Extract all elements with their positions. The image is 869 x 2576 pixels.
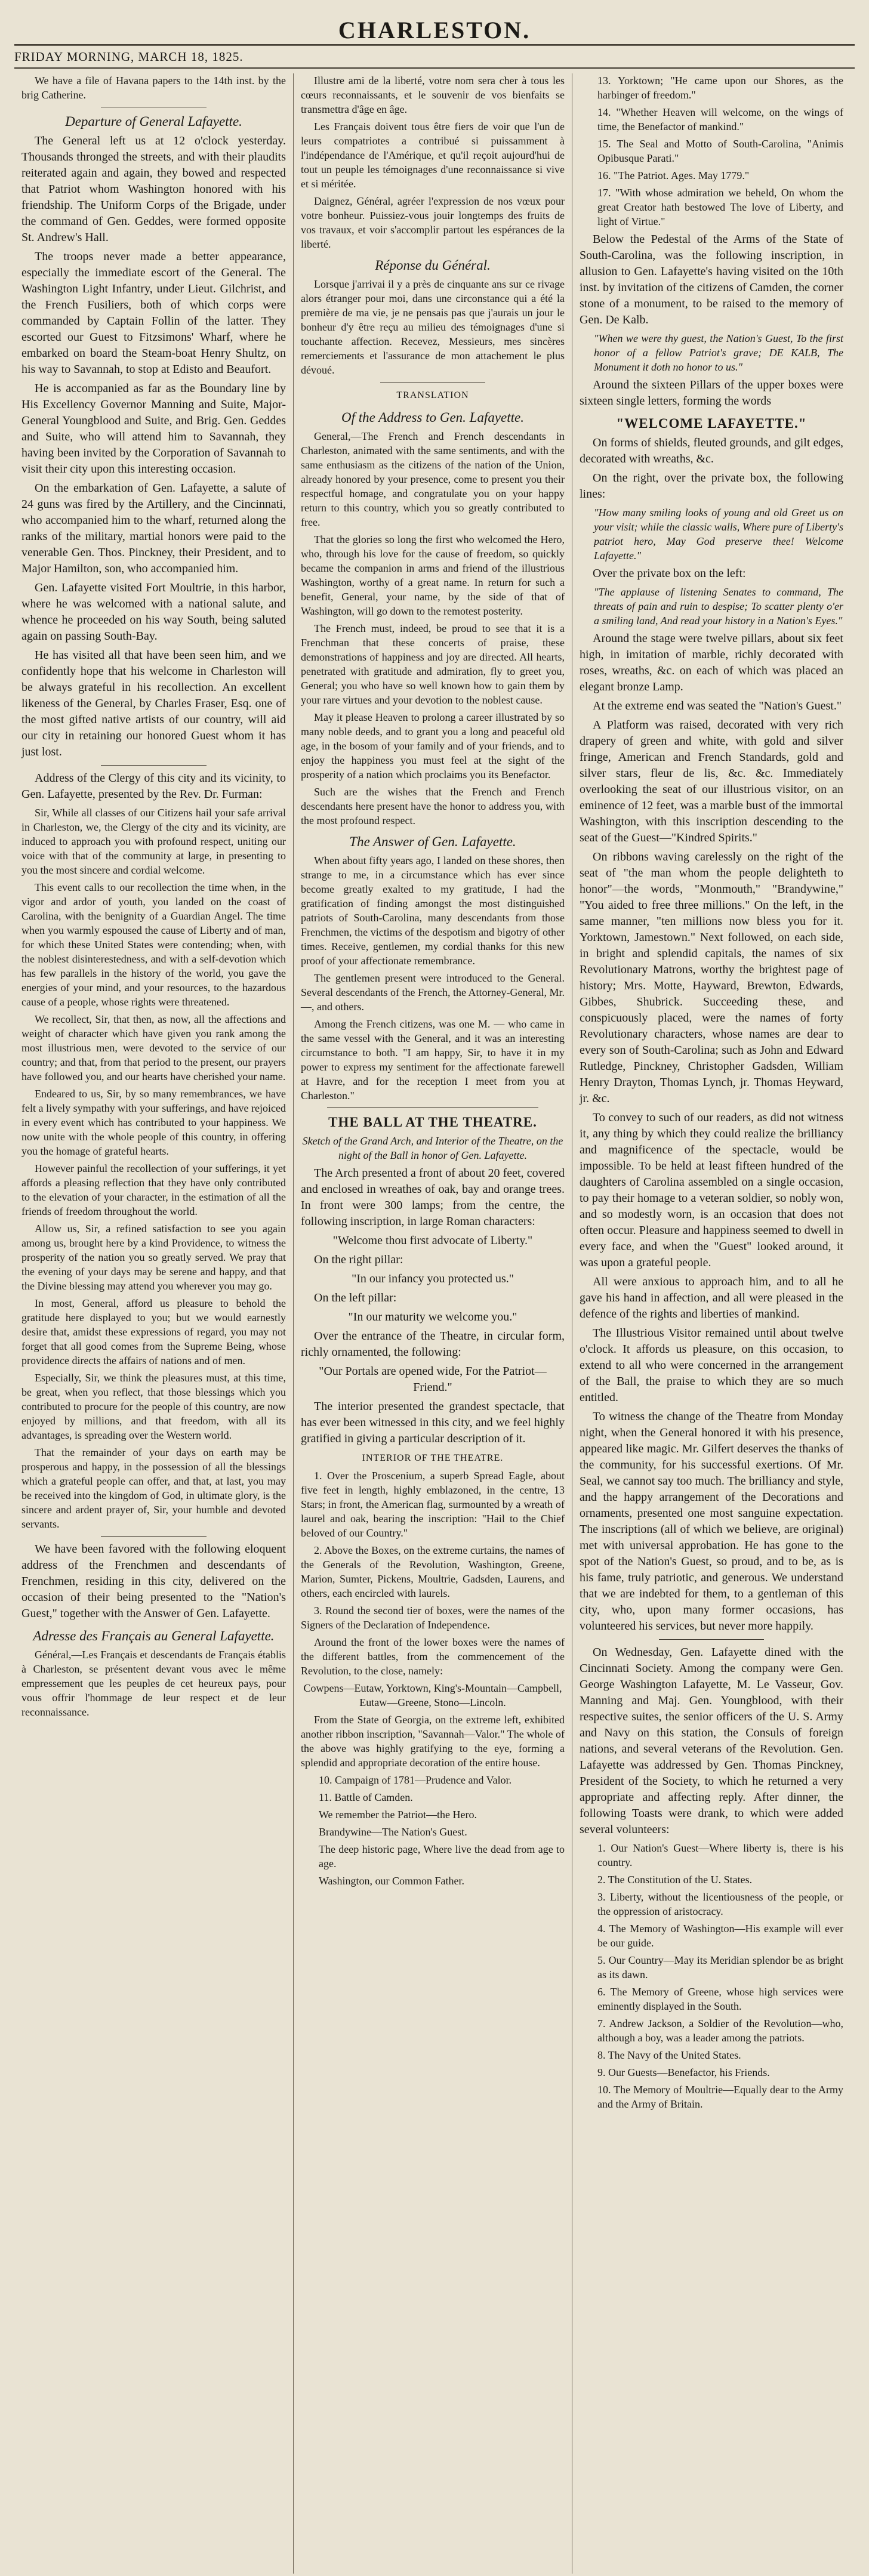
interior-paragraph: 2. Above the Boxes, on the extreme curtains, the names of the Generals of the Revolution, Washington, Greene, Marion, Sumter, Pickens, Moultrie, Gadsden, Laurens, and others, each encircled with laurels. — [301, 1544, 565, 1599]
french-paragraph: Illustre ami de la liberté, votre nom sera cher à tous les cœurs reconnaissants, et le souvenir de vos bienfaits se transmettra d'âge en âge. — [301, 75, 565, 115]
toast-item: 2. The Constitution of the U. States. — [597, 1874, 753, 1886]
decor-paragraph: On ribbons waving carelessly on the right of the seat of "the man whom the people delighteth to honor"—the words, "Monmouth," "Brandywine," "You aided to free three millions." On the left, in the same manner, "ten millions now bless you for it. Yorktown, Jamestown." Next followed, on each side, in bright and splendid capitals, the names of six Revolutionary Matrons, worthy the brightest page of history; Mrs. Motte, Hayward, Brewton, Edwards, Gibbes, Shubrick. Succeeding these, and conspicuously placed, were the names of forty Revolutionary characters, whose names are dear to every son of South-Carolina; such as John and Edward Rutledge, Pinckney, Christopher Gadsden, William Henry Drayton, Thomas Lynch, jr. Thomas Heyward, jr. &c. — [580, 850, 843, 1105]
french-intro: We have been favored with the following eloquent address of the Frenchmen and descendants of Frenchmen, residing in this city, delivered on the occasion of their being presented to the "Nation's Guest," together with the Answer of Gen. Lafayette. — [21, 1542, 286, 1620]
column-2 — [293, 73, 572, 2574]
reponse-heading: Réponse du Général. — [375, 258, 491, 273]
list-item: We remember the Patriot—the Hero. — [319, 1809, 477, 1821]
ball-inscription: "In our maturity we welcome you." — [348, 1310, 517, 1324]
clergy-paragraph: We recollect, Sir, that then, as now, all the affections and weight of character which have given you rank among the most illustrious men, were devoted to the service of our country; and that, from that period to the present, our prayers have followed you, and our hearts have cherished your name. — [21, 1013, 286, 1082]
masthead — [14, 11, 855, 46]
ball-item-list — [580, 73, 843, 229]
cincinnati-paragraph: On Wednesday, Gen. Lafayette dined with the Cincinnati Society. Among the company were Gen. George Washington Lafayette, M. Le Vasseur, Gov. Manning and Maj. Gen. Youngblood, with their respective suites, the senior officers of the U. S. Army and Navy on this station, the Consuls of foreign nations, and several veterans of the Revolution. Gen. Lafayette was addressed by Gen. Thomas Pinckney, President of the Society, to which he returned a very appropriate and affecting reply. After dinner, the following Toasts were drank, to which were added several volunteers: — [580, 1646, 843, 1836]
departure-paragraph: He has visited all that have been seen him, and we confidently hope that his welcome in Charleston will be always grateful in his recollection. An excellent likeness of the General, by Charles Fraser, Esq. one of the most gifted native artists of our country, will aid our city in retaining our honored Guest whom it has just lost. — [21, 649, 286, 758]
list-item: 17. "With whose admiration we beheld, On whom the great Creator hath bestowed The love of Liberty, and light of Virtue." — [597, 187, 843, 227]
divider — [659, 1639, 765, 1640]
column-3 — [572, 73, 850, 2574]
translation-paragraph: The French must, indeed, be proud to see that it is a Frenchman that these concerts of praise, these demonstrations of happiness and joy are directed. All hearts, penetrated with gratitude and admiration, fly to greet you, General; you who have so well known how to gain them by your rare virtues and your devotion to the noblest cause. — [301, 622, 565, 706]
translation-paragraph: May it please Heaven to prolong a career illustrated by so many noble deeds, and to grant you a long and peaceful old age, in the bosom of your family and of your friends, and to enjoy the happiness you must feel at the sight of the prosperity of a nation which proclaims you its Benefactor. — [301, 711, 565, 780]
toast-item: 4. The Memory of Washington—His example will ever be our guide. — [597, 1923, 843, 1949]
translation-paragraph: General,—The French and French descendants in Charleston, animated with the same sentiments, and with the same enthusiasm as the citizens of the nation of the Union, already honored by your presence, come to present you their respectful homage, and congratulate you on your happy return to this country, which you so greatly contributed to free. — [301, 430, 565, 528]
welcome-heading: "WELCOME LAFAYETTE." — [616, 416, 807, 431]
list-item: 14. "Whether Heaven will welcome, on the wings of time, the Benefactor of mankind." — [597, 106, 843, 132]
answer-heading: The Answer of Gen. Lafayette. — [349, 834, 516, 849]
answer-paragraph: The gentlemen present were introduced to the General. Several descendants of the French, the Attorney-General, Mr. —, and others. — [301, 972, 565, 1013]
list-item: 10. Campaign of 1781—Prudence and Valor. — [319, 1774, 512, 1786]
welcome-paragraph: On the right, over the private box, the following lines: — [580, 471, 843, 501]
interior-paragraph: Around the front of the lower boxes were the names of the different battles, from the commencement of the Revolution, to the close, namely: — [301, 1636, 565, 1677]
decor-paragraph: At the extreme end was seated the "Nation's Guest." — [593, 699, 842, 712]
divider — [327, 1107, 538, 1108]
divider — [101, 1536, 207, 1537]
ball-inscription: "In our infancy you protected us." — [352, 1272, 514, 1285]
clergy-paragraph: Sir, While all classes of our Citizens hail your safe arrival in Charleston, we, the Clergy of the city and its vicinity, are induced to approach you with profound respect, uniting our voice with that of the community at large, in presenting to you the most sincere and cordial welcome. — [21, 807, 286, 876]
clergy-paragraph: Especially, Sir, we think the pleasures must, at this time, be great, when you reflect, that those blessings which you contributed to procure for the people of this country, are now enjoyed by millions, and that freedom, with all its advantages, is spreading over the Western world. — [21, 1372, 286, 1441]
french-paragraph: Les Français doivent tous être fiers de voir que l'un de leurs compatriotes a contribué si puissamment à l'indépendance de l'Amérique, et qu'il reçoit aujourd'hui de tout un peuple les témoignages d'une reconnaissance si vive et si méritée. — [301, 121, 565, 190]
toast-item: 5. Our Country—May its Meridian splendor be as bright as its dawn. — [597, 1954, 843, 1980]
toast-item: 7. Andrew Jackson, a Soldier of the Revolution—who, although a boy, was a leader among the patriots. — [597, 2017, 843, 2044]
departure-paragraph: On the embarkation of Gen. Lafayette, a salute of 24 guns was fired by the Artillery, and the Cincinnati, who accompanied him to the wharf, returned along the ranks of the military, martial honors were paid to the venerable Gen. Thos. Pinckney, their President, and to Major Hamilton, son, who accompanied him. — [21, 482, 286, 575]
translation-paragraph: That the glories so long the first who welcomed the Hero, who, through his love for the cause of freedom, so quickly became the companion in arms and friend of the illustrious Washington, worthy of a great name. In return for such a benefit, General, your name, by the side of that of Washington, will go down to the remotest posterity. — [301, 533, 565, 617]
havana-notice: We have a file of Havana papers to the 14th inst. by the brig Catherine. — [21, 75, 286, 101]
pillars-paragraph: Around the sixteen Pillars of the upper boxes were sixteen single letters, forming the words — [580, 378, 843, 408]
ball-paragraph: On the right pillar: — [314, 1253, 403, 1266]
interior-paragraph: 3. Round the second tier of boxes, were the names of the Signers of the Declaration of Independence. — [301, 1605, 565, 1631]
decor-paragraph: To witness the change of the Theatre from Monday night, when the General honored it with his presence, appeared like magic. Mr. Gilfert deserves the thanks of the community, for his successful exertions. Of Mr. Seal, we cannot say too much. The brilliancy and style, and the happy arrangement of the Decorations and ornaments, presented one most sanguine expectation. The inscriptions (all of which we believe, are original) met with universal approbation. He has gone to the spot of the Nation's Guest, so proud, and to be, as is his fame, truly patriotic, and generous. We understand that we are indebted for them, to a gentleman of this city, who, upon many former occasions, has volunteered his services, but never more happily. — [580, 1410, 843, 1633]
list-item: The deep historic page, Where live the dead from age to age. — [319, 1843, 565, 1869]
decor-paragraph: All were anxious to approach him, and to all he gave his hand in affection, and all were pleased in the defence of the rights and liberties of mankind. — [580, 1275, 843, 1321]
dateline-text: FRIDAY MORNING, MARCH 18, 1825. — [14, 49, 244, 64]
welcome-verse: "How many smiling looks of young and old Greet us on your visit; while the classic walls, Where pure of Liberty's patriot hero, May God preserve thee! Welcome Lafayette." — [594, 507, 843, 562]
list-item: Brandywine—The Nation's Guest. — [319, 1826, 467, 1838]
toast-list — [580, 1841, 843, 2111]
french-address-heading: Adresse des Français au General Lafayette. — [33, 1628, 275, 1643]
translation-paragraph: Such are the wishes that the French and French descendants here present have the honor to address you, with the most profound respect. — [301, 786, 565, 826]
list-item: 13. Yorktown; "He came upon our Shores, as the harbinger of freedom." — [597, 75, 843, 101]
interior-battles: Cowpens—Eutaw, Yorktown, King's-Mountain—Campbell, Eutaw—Greene, Stono—Lincoln. — [303, 1682, 562, 1708]
list-item: 16. "The Patriot. Ages. May 1779." — [597, 169, 750, 181]
ball-paragraph: On the left pillar: — [314, 1291, 397, 1304]
column-1 — [14, 73, 293, 2574]
clergy-paragraph: In most, General, afford us pleasure to behold the gratitude here displayed to you; but we would earnestly desire that, amidst these expressions of regard, you may not forget that all good comes from the Supreme Being, whose providence directs the affairs of nations and of men. — [21, 1297, 286, 1366]
toast-item: 10. The Memory of Moultrie—Equally dear to the Army and the Army of Britain. — [597, 2084, 843, 2110]
ball-paragraph: Over the entrance of the Theatre, in circular form, richly ornamented, the following: — [301, 1329, 565, 1359]
toast-item: 8. The Navy of the United States. — [597, 2049, 741, 2061]
decor-paragraph: To convey to such of our readers, as did not witness it, any thing by which they could realize the brilliancy and magnificence of the spectacle, would be impossible. To be held at least fifteen hundred of the daughters of Carolina assembled on a single occasion, to pay their homage to a veteran soldier, so nobly won, and so modestly worn, is an occasion that does not often occur. Pleasure and happiness seemed to dwell in every face, and when the "Guest" looked around, it was upon a grateful people. — [580, 1111, 843, 1269]
columns — [14, 73, 855, 2574]
ball-inscription: "Our Portals are opened wide, For the Patriot—Friend." — [319, 1365, 547, 1394]
list-item: 11. Battle of Camden. — [319, 1791, 413, 1803]
interior-paragraph: From the State of Georgia, on the extreme left, exhibited another ribbon inscription, "Savannah—Valor." The whole of the above was highly gratifying to the eye, forming a splendid and appropriate decoration of the entire house. — [301, 1714, 565, 1769]
departure-paragraph: The troops never made a better appearance, especially the immediate escort of the General. The Washington Light Infantry, under Lieut. Gilchrist, and the French Fusiliers, both of which corps were commanded by Captain Follin of the latter. They escorted our Guest to Fitzsimons' Wharf, where he embarked on board the Steam-boat Henry Shultz, on his way to Savannah, to stop at Edisto and Beaufort. — [21, 250, 286, 376]
departure-paragraph: The General left us at 12 o'clock yesterday. Thousands thronged the streets, and with their plaudits reiterated again and again, they bowed and respected that Patriot whom Washington honored with his friendship. The Uniform Corps of the Brigade, under the command of Gen. Geddes, were formed opposite St. Andrew's Hall. — [21, 134, 286, 244]
decor-paragraph: The Illustrious Visitor remained until about twelve o'clock. It affords us pleasure, on this occasion, to extend to all who were concerned in the arrangement of the Ball, the praise to which they are so much entitled. — [580, 1326, 843, 1404]
welcome-paragraph: On forms of shields, fleuted grounds, and gilt edges, decorated with wreaths, &c. — [580, 436, 843, 465]
ball-heading: THE BALL AT THE THEATRE. — [328, 1115, 537, 1130]
masthead-title: CHARLESTON. — [338, 17, 531, 44]
dateline — [14, 46, 855, 69]
translation-heading: Of the Address to Gen. Lafayette. — [341, 410, 524, 425]
ball-paragraph: The interior presented the grandest spectacle, that has ever been witnessed in this city, and we feel highly gratified in giving a particular description of it. — [301, 1400, 565, 1445]
ball-inscription: "Welcome thou first advocate of Liberty." — [332, 1234, 533, 1247]
decor-paragraph: A Platform was raised, decorated with very rich drapery of green and white, with gold and silver fringe, American and French Standards, gold and silver stars, fleur de lis, &c. &c. Immediately overlooking the seat of our illustrious visitor, on an eminence of 12 feet, was a marble bust of the immortal Washington, with this inscription descending to the seat of the Guest—"Kindred Spirits." — [580, 718, 843, 844]
list-item: Washington, our Common Father. — [319, 1875, 465, 1887]
interior-paragraph: 1. Over the Proscenium, a superb Spread Eagle, about five feet in length, highly emblazoned, in the centre, 13 Stars; in front, the American flag, surmounted by a wreath of laurel and oak, bearing the inscription: "Hail to the Chief beloved of our Country." — [301, 1470, 565, 1539]
pedestal-verse: "When we were thy guest, the Nation's Guest, To the first honor of a fellow Patriot's grave; DE KALB, The Monument it doth no honor to us." — [594, 332, 843, 373]
welcome-paragraph: Over the private box on the left: — [593, 567, 746, 580]
clergy-paragraph: Allow us, Sir, a refined satisfaction to see you again among us, brought here by a kind Providence, to witness the prosperity of the nation you so greatly served. We pray that the evening of your days may be serene and happy, and that the Divine blessing may attend you wherever you may go. — [21, 1223, 286, 1292]
clergy-paragraph: Endeared to us, Sir, by so many remembrances, we have felt a lively sympathy with your sufferings, and have rejoiced in every event which has contributed to your happiness. We now unite with the whole people of this country, in offering you the homage of grateful hearts. — [21, 1088, 286, 1157]
toast-item: 6. The Memory of Greene, whose high services were eminently displayed in the South. — [597, 1986, 843, 2012]
reponse-paragraph: Lorsque j'arrivai il y a près de cinquante ans sur ce rivage alors étranger pour moi, dans une circonstance qui a été la première de ma vie, je ne pensais pas que j'aurais un jour le bonheur d'y être reçu au milieu des témoignages d'une si touchante affection. Recevez, Messieurs, mes sincères remerciements et l'assurance de mon attachement le plus dévoué. — [301, 278, 565, 376]
translation-label: TRANSLATION — [396, 390, 469, 400]
toast-item: 3. Liberty, without the licentiousness of the people, or the oppression of aristocracy. — [597, 1891, 843, 1917]
pedestal-paragraph: Below the Pedestal of the Arms of the State of South-Carolina, was the following inscription, in allusion to Gen. Lafayette's having visited on the 10th inst. by invitation of the citizens of Camden, the corner stone of a monument, to be raised to the memory of Gen. De Kalb. — [580, 233, 843, 326]
ball-subheading: Sketch of the Grand Arch, and Interior of the Theatre, on the night of the Ball in honor of Gen. Lafayette. — [302, 1135, 563, 1161]
answer-paragraph: Among the French citizens, was one M. — who came in the same vessel with the General, and it was an interesting circumstance to both. "I am happy, Sir, to have it in my power to express my sentiment for the affectionate farewell at Havre, and for the reception I meet from you at Charleston." — [301, 1018, 565, 1102]
clergy-paragraph: However painful the recollection of your sufferings, it yet affords a pleasing reflection that they have only contributed to the elevation of your character, in the estimation of all the friends of freedom throughout the world. — [21, 1162, 286, 1217]
clergy-paragraph: That the remainder of your days on earth may be prosperous and happy, in the possession of all the blessings which a grateful people can offer, and that, at last, you may be received into the kingdom of God, in ultimate glory, is the sincere and ardent prayer of, Sir, your humble and devoted servants. — [21, 1446, 286, 1530]
decor-paragraph: Around the stage were twelve pillars, about six feet high, in imitation of marble, richly decorated with roses, wreaths, &c. on each of which was placed an elegant bronze Lamp. — [580, 632, 843, 693]
interior-label: INTERIOR OF THE THEATRE. — [362, 1453, 504, 1463]
departure-paragraph: He is accompanied as far as the Boundary line by His Excellency Governor Manning and Suite, Major-General Youngblood and Suite, and Brig. Gen. Geddes and Suite, who will attend him to Savannah, they having been invited by the Corporation of Savannah to visit their city upon this interesting occasion. — [21, 382, 286, 476]
answer-paragraph: When about fifty years ago, I landed on these shores, then strange to me, in a circumstance which has ever since become greatly exalted to my gratitude, I had the gratification of finding amongst the most distinguished patriots of South-Carolina, many descendants from those Frenchmen, the victims of the despotism and bigotry of other times. Receive, gentlemen, my cordial thanks for this new proof of your affectionate remembrance. — [301, 854, 565, 967]
toast-item: 9. Our Guests—Benefactor, his Friends. — [597, 2066, 770, 2078]
toast-item: 1. Our Nation's Guest—Where liberty is, there is his country. — [597, 1842, 843, 1868]
divider — [101, 765, 207, 766]
french-paragraph: Général,—Les Français et descendants de Français établis à Charleston, se présentent devant vous avec le même empressement que les peuples de cet heureux pays, pour vous offrir l'hommage de leur respect et de leur reconnaissance. — [21, 1649, 286, 1718]
clergy-intro: Address of the Clergy of this city and its vicinity, to Gen. Lafayette, presented by the Rev. Dr. Furman: — [21, 772, 286, 801]
departure-heading: Departure of General Lafayette. — [65, 114, 242, 129]
french-paragraph: Daignez, Général, agréer l'expression de nos vœux pour votre bonheur. Puissiez-vous jouir longtemps des fruits de vos travaux, et voir s'accomplir partout les espérances de la liberté. — [301, 195, 565, 250]
clergy-paragraph: This event calls to our recollection the time when, in the vigor and ardor of youth, you landed on the coast of Carolina, with the benignity of a Guardian Angel. The time when you warmly espoused the cause of Liberty and of man, for which these United States were contending; when, with the noblest disinterestedness, and with a self-devotion which has few parallels in the history of the world, you gave the energies of your mind, and your resources, to the hazardous cause of a people, whose rights were threatened. — [21, 881, 286, 1008]
list-item: 15. The Seal and Motto of South-Carolina, "Animis Opibusque Parati." — [597, 138, 843, 164]
ball-paragraph: The Arch presented a front of about 20 feet, covered and enclosed in wreathes of oak, bay and orange trees. In front were 300 lamps; from the centre, the following inscription, in large Roman characters: — [301, 1167, 565, 1228]
welcome-verse: "The applause of listening Senates to command, The threats of pain and ruin to despise; To scatter plenty o'er a smiling land, And read your history in a Nation's Eyes." — [594, 586, 843, 627]
departure-paragraph: Gen. Lafayette visited Fort Moultrie, in this harbor, where he was welcomed with a national salute, and whence he proceeded on his way South, being saluted again on passing South-Bay. — [21, 581, 286, 643]
inscription-list — [301, 1773, 565, 1888]
